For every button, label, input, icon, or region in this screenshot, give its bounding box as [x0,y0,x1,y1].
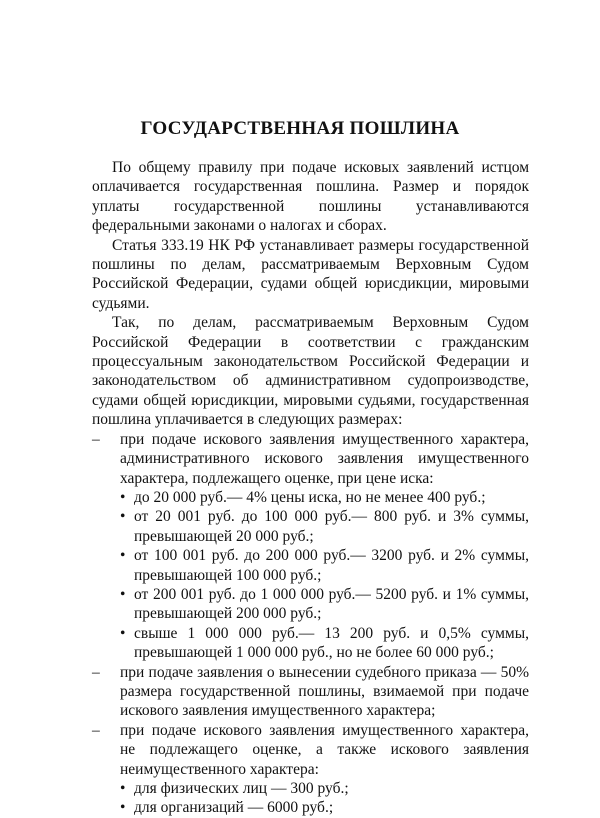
sub-item: • от 100 001 руб. до 200 000 руб.— 3200 руб. и 2% суммы, превышающей 100 000 руб.; [120,546,529,585]
list-item-property-claim [92,430,529,663]
sub-item: • до 20 000 руб.— 4% цены иска, но не менее 400 руб.; [120,488,529,507]
sub-item: • от 200 001 руб. до 1 000 000 руб.— 5200 руб. и 1% суммы, превышающей 200 000 руб.; [120,585,529,624]
paragraph-1: По общему правилу при подаче исковых заявлений истцом оплачивается государственная пошлина. Размер и порядок уплаты государственной пошлины устанавливаются федеральными законами о налогах и сборах. [92,159,529,235]
list-item-non-property-claim [92,721,529,818]
fee-list [92,430,529,818]
sub-item: • свыше 1 000 000 руб.— 13 200 руб. и 0,5% суммы, превышающей 1 000 000 руб., но не более 60 000 руб.; [120,624,529,663]
sub-list-payer-types [120,779,529,818]
list-item-text: при подаче заявления о вынесении судебного приказа — 50% размера государственной пошлины, взимаемой при подаче искового заявления имущественного характера; [120,663,529,720]
sub-item: • от 20 001 руб. до 100 000 руб.— 800 руб. и 3% суммы, превышающей 20 000 руб.; [120,507,529,546]
sub-item: • для физических лиц — 300 руб.; [120,779,529,798]
list-item-text: при подаче искового заявления имущественного характера, административного искового заявления имущественного характера, подлежащего оценке, при цене иска: [120,430,529,487]
paragraph-3: Так, по делам, рассматриваемым Верховным Судом Российской Федерации в соответствии с гражданским процессуальным законодательством Российской Федерации и законодательством об административном судопроизводстве, судами общей юрисдикции, мировыми судьями, государственная пошлина уплачивается в следующих размерах: [92,314,529,429]
document-body [92,158,529,818]
page-title: ГОСУДАРСТВЕННАЯ ПОШЛИНА [140,118,460,139]
sub-list-price-brackets [120,488,529,663]
list-item-text: при подаче искового заявления имущественного характера, не подлежащего оценке, а также искового заявления неимущественного характера: [120,721,529,778]
sub-item: • для организаций — 6000 руб.; [120,798,529,817]
list-item-court-order [92,663,529,721]
paragraph-2: Статья 333.19 НК РФ устанавливает размеры государственной пошлины по делам, рассматриваемым Верховным Судом Российской Федерации, судами общей юрисдикции, мировыми судьями. [92,236,529,312]
